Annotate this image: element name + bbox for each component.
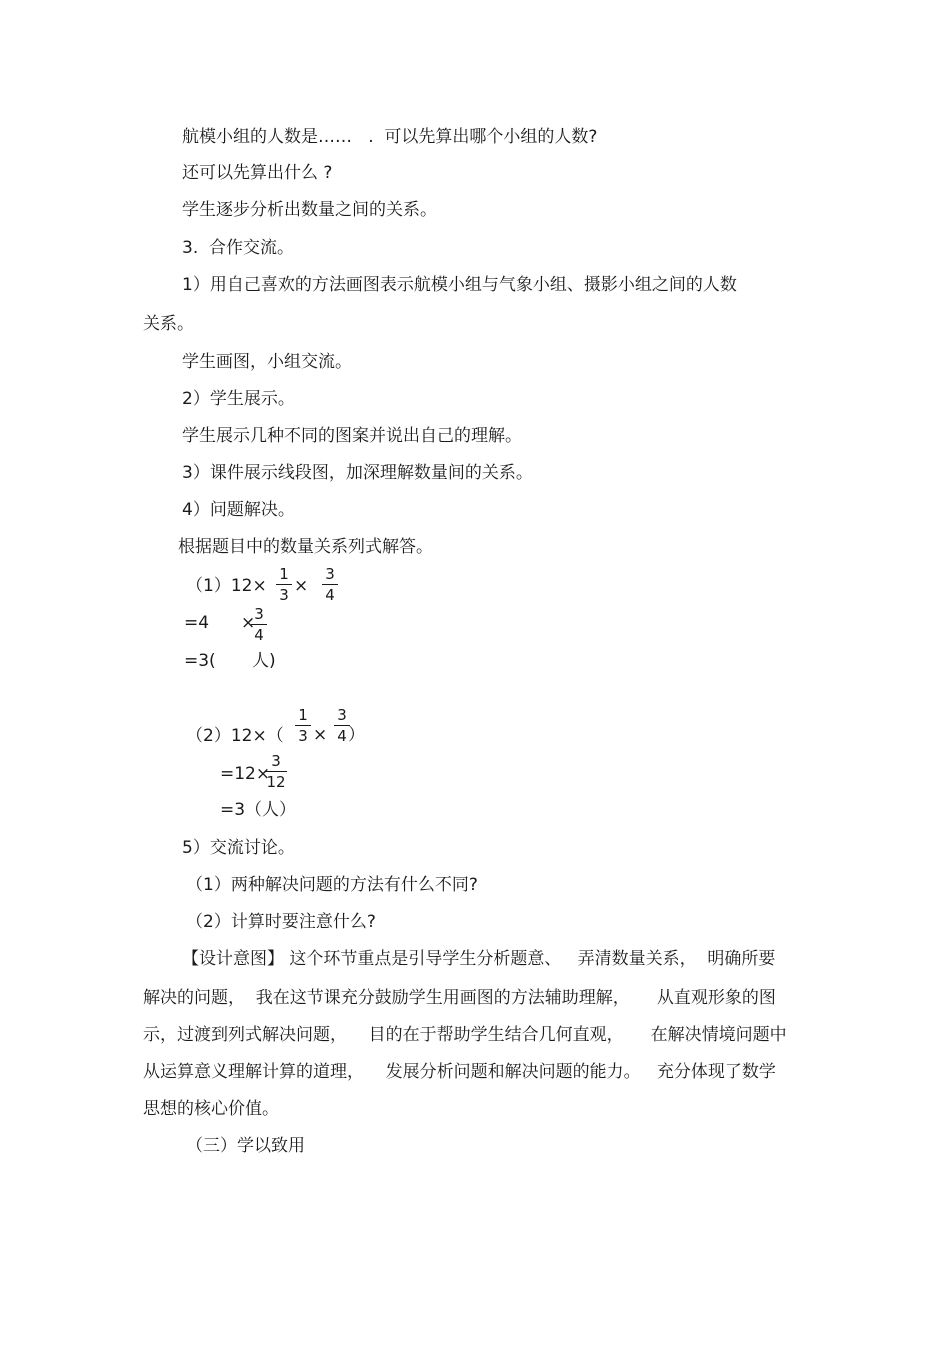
numerator: 3: [325, 565, 335, 583]
paragraph-line: 思想的核心价值。: [143, 1099, 279, 1119]
times-sign: ×: [241, 613, 256, 633]
numerator: 3: [337, 706, 347, 724]
paragraph-line: 1）用自己喜欢的方法画图表示航模小组与气象小组、摄影小组之间的人数: [182, 275, 737, 295]
equation-3-unit: 人): [252, 651, 276, 671]
paragraph-line: 从运算意义理解计算的道理， 发展分析问题和解决问题的能力。 充分体现了数学: [143, 1062, 776, 1082]
times-sign: ×: [313, 725, 328, 745]
numerator: 3: [254, 605, 264, 623]
paragraph-line: 关系。: [143, 314, 194, 334]
equation-3-label: =3(: [184, 651, 216, 671]
paragraph-line: 航模小组的人数是…… . 可以先算出哪个小组的人数?: [182, 127, 598, 147]
times-sign: ×: [294, 576, 309, 596]
fraction-1-3: [295, 706, 311, 745]
fraction-bar: [265, 771, 287, 772]
equation-5-label: =12×: [220, 764, 271, 784]
paragraph-line: 根据题目中的数量关系列式解答。: [178, 537, 433, 557]
paragraph-line: 学生逐步分析出数量之间的关系。: [182, 200, 437, 220]
fraction-1-3: [276, 565, 292, 604]
numerator: 1: [298, 706, 308, 724]
fraction-3-4: [251, 605, 267, 644]
paragraph-line: 2）学生展示。: [182, 389, 295, 409]
denominator: 4: [337, 727, 347, 745]
fraction-bar: [295, 725, 311, 726]
numerator: 3: [271, 752, 281, 770]
fraction-3-4: [322, 565, 338, 604]
paragraph-line: 5）交流讨论。: [182, 838, 295, 858]
denominator: 3: [279, 586, 289, 604]
section-heading: 3. 合作交流。: [182, 238, 295, 258]
denominator: 4: [254, 626, 264, 644]
fraction-bar: [276, 584, 292, 585]
close-paren: ）: [348, 725, 365, 745]
paragraph-line: 4）问题解决。: [182, 500, 295, 520]
equation-1-label: （1）12×: [186, 576, 267, 596]
paragraph-line: （1）两种解决问题的方法有什么不同?: [186, 875, 478, 895]
denominator: 4: [325, 586, 335, 604]
paragraph-line: 3）课件展示线段图，加深理解数量间的关系。: [182, 463, 533, 483]
paragraph-line: 学生画图，小组交流。: [182, 352, 352, 372]
equation-4-label: （2）12×（: [186, 726, 284, 746]
equation-2-label: =4: [184, 613, 210, 633]
fraction-3-12: [265, 752, 287, 791]
paragraph-line: 解决的问题， 我在这节课充分鼓励学生用画图的方法辅助理解， 从直观形象的图: [143, 988, 776, 1008]
denominator: 12: [266, 773, 286, 791]
paragraph-line: 【设计意图】 这个环节重点是引导学生分析题意、 弄清数量关系， 明确所要: [182, 949, 776, 969]
equation-6-label: =3（人）: [220, 800, 297, 820]
paragraph-line: 学生展示几种不同的图案并说出自己的理解。: [182, 426, 522, 446]
paragraph-line: （2）计算时要注意什么?: [186, 912, 376, 932]
fraction-bar: [251, 624, 267, 625]
numerator: 1: [279, 565, 289, 583]
section-heading: （三）学以致用: [186, 1136, 305, 1156]
paragraph-line: 示，过渡到列式解决问题， 目的在于帮助学生结合几何直观， 在解决情境问题中: [143, 1025, 787, 1045]
denominator: 3: [298, 727, 308, 745]
paragraph-line: 还可以先算出什么 ?: [182, 163, 333, 183]
fraction-bar: [322, 584, 338, 585]
